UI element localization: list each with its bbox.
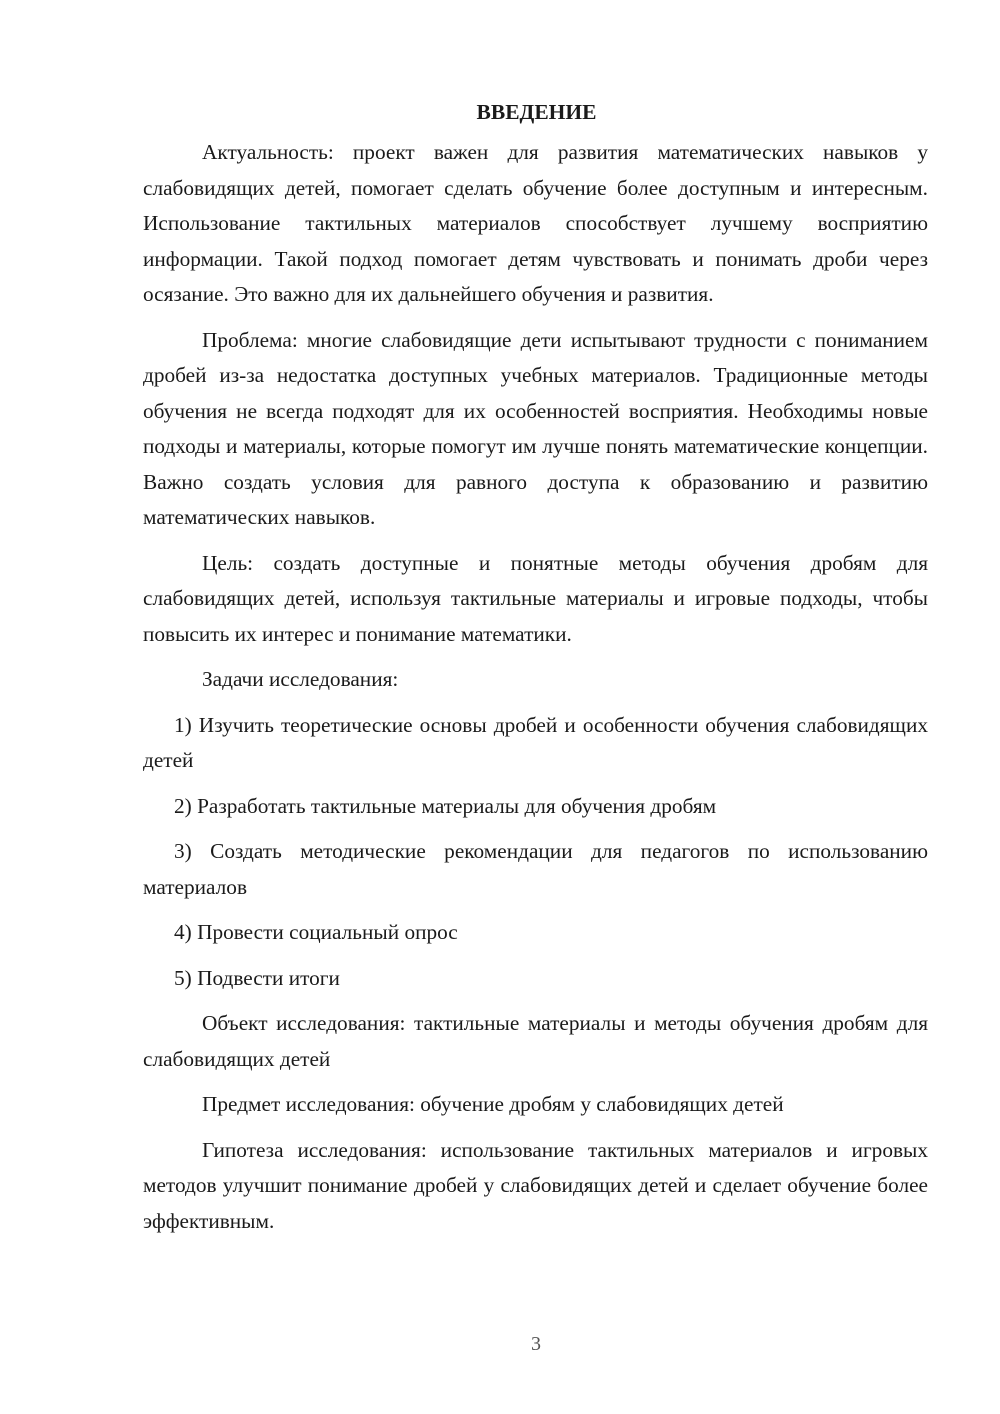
relevance-paragraph: Актуальность: проект важен для развития математических навыков у слабовидящих детей, помогает сделать обучение более доступным и интересным. Использование тактильных материалов способствует лучшему восприятию информации. Такой подход помогает детям чувствовать и понимать дроби через осязание. Это важно для их дальнейшего обучения и развития.: [143, 140, 928, 306]
section-heading: ВВЕДЕНИЕ: [476, 100, 597, 124]
task-item: 3) Создать методические рекомендации для педагогов по использованию материалов: [143, 839, 928, 899]
task-item: 1) Изучить теоретические основы дробей и особенности обучения слабовидящих детей: [143, 712, 928, 772]
page-number: 3: [531, 1333, 541, 1355]
tasks-title: Задачи исследования:: [202, 667, 399, 691]
task-item: 5) Подвести итоги: [174, 965, 340, 990]
subject-paragraph: Предмет исследования: обучение дробям у слабовидящих детей: [202, 1092, 784, 1116]
hypothesis-paragraph: Гипотеза исследования: использование тактильных материалов и игровых методов улучшит понимание дробей у слабовидящих детей и сделает обучение более эффективным.: [143, 1137, 928, 1233]
object-paragraph: Объект исследования: тактильные материалы и методы обучения дробям для слабовидящих детей: [143, 1011, 928, 1071]
task-item: 2) Разработать тактильные материалы для обучения дробям: [174, 793, 717, 818]
document-page: [143, 95, 928, 1249]
goal-paragraph: Цель: создать доступные и понятные методы обучения дробям для слабовидящих детей, используя тактильные материалы и игровые подходы, чтобы повысить их интерес и понимание математики.: [143, 550, 928, 646]
task-item: 4) Провести социальный опрос: [174, 920, 458, 944]
problem-paragraph: Проблема: многие слабовидящие дети испытывают трудности с пониманием дробей из-за недостатка доступных учебных материалов. Традиционные методы обучения не всегда подходят для их особенностей восприятия. Необходимы новые подходы и материалы, которые помогут им лучше понять математические концепции. Важно создать условия для равного доступа к образованию и развитию математических навыков.: [143, 327, 928, 529]
